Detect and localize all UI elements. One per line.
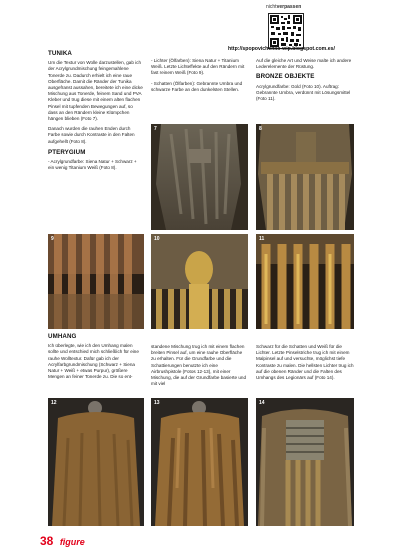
photo-8-number: 8 [259,126,262,132]
leder-paragraph: Auf die gleiche Art und Weise malte ich andere Lederelemente der Rüstung. [256,58,352,70]
umhang-paragraph-2: standene Mischung trug ich mit einem flachen breiten Pinsel auf, um eine rauhe Oberfläche zu erhalten. Für die Grundfarbe und die Schattierungen benutzte ich eine Airbrushpistole (Fotos 12-13), mit einer Mischung, die auf der Grundfarbe basierte und mit viel [151,344,246,387]
column-3-umhang [256,344,354,385]
heading-pterygium: PTERYGIUM [48,148,86,156]
qr-code-image[interactable] [268,13,304,49]
heading-tunika: TUNIKA [48,50,72,57]
umhang-paragraph-1: Ich überlegte, wie ich den Umhang malen sollte und entschied mich schließlich für eine rauhe Wolltextur. Dafür gab ich der Acrylfarbgrundmischung (Schwarz + Siena Natur + Weiß + etwas Purpur), größere Mengen an feiner Tonerde zu. Die so ent- [48,343,139,380]
heading-bronze-objekte: BRONZE OBJEKTE [256,73,315,81]
lichter-paragraph: - Lichter (Ölfarben): Siena Natur + Titanium Weiß. Letzte Lichteffekte auf den Rändern mit fast reinem Weiß (Foto 9). [151,58,245,76]
photo-13-number: 13 [154,400,160,406]
column-1-umhang [48,334,143,384]
photo-14 [256,398,354,526]
photo-7-number: 7 [154,126,157,132]
umhang-paragraph-3: Schwarz für die Schatten und Weiß für die Lichter. Letzte Pinselstriche trug ich mit einem Malpinsel auf und versuchte, möglichst tiefe Kontraste zu malen. Die hellsten Lichter trug ich auf die obenen Ränder und die Falten des Umhangs des Legionärs auf (Foto 14). [256,344,354,381]
heading-umhang: UMHANG [48,333,77,340]
photo-12 [48,398,144,526]
photo-13 [151,398,248,526]
schatten-paragraph: - Schatten (Ölfarben): Gebrannte Umbra und schwarze Farbe an den dunkelsten Stellen. [151,80,243,92]
bronze-paragraph: Acrylgrundfarbe: Gold (Foto 10). Auftrag: Gebrannte Umbra, verdünnt mit Lösungsmittel (Foto 11). [256,83,351,102]
blog-url-link[interactable]: http://spopovichenko-wip.blogspot.com.es/ [228,46,335,52]
column-2-umhang [151,344,247,391]
footer [40,532,85,546]
tunika-paragraph-2: Danach wurden die rauhen Enden durch Farbe sowie durch Kontraste in den Falten aufgehellt (Foto 8). [48,126,135,144]
page-number: 38 [40,534,54,548]
photo-8 [256,124,354,230]
magazine-brand: figure [59,537,85,547]
photo-10 [151,234,248,329]
photo-11 [256,234,354,329]
photo-7 [151,124,248,230]
column-1-top [48,51,143,175]
photo-14-number: 14 [259,400,265,406]
column-2-top [151,58,247,97]
qr-block [262,4,382,52]
pterygium-paragraph-1: - Acrylgrundfarbe: Siena Natur + Schwarz + ein wenig Titanium Weiß (Foto 8). [48,159,137,171]
photo-11-number: 11 [259,236,265,242]
photo-12-number: 12 [51,400,57,406]
column-3-top [256,58,354,106]
tunika-paragraph-1: Um die Textur von Wolle darzustellen, gab ich der Acrylgrundmischung feingemahlene Tonerde zu. Dadurch erhielt ich eine raue Oberfläche. Damit die Ränder der Tunika ausgefranst aussahen, bereitete ich eine dicke Mischung aus Tonerde, feinem Sand und PVA Kleber und trug diese mit einem alten flachen Pinsel mit tupfenden Bewegungen auf, so dass an den Rändern kleine Klümpchen hängen blieben (Foto 7). [48,60,143,122]
photo-9-number: 9 [51,236,54,242]
photo-10-number: 10 [154,236,160,242]
qr-label: nichtverpassen [266,4,302,10]
photo-9 [48,234,144,329]
